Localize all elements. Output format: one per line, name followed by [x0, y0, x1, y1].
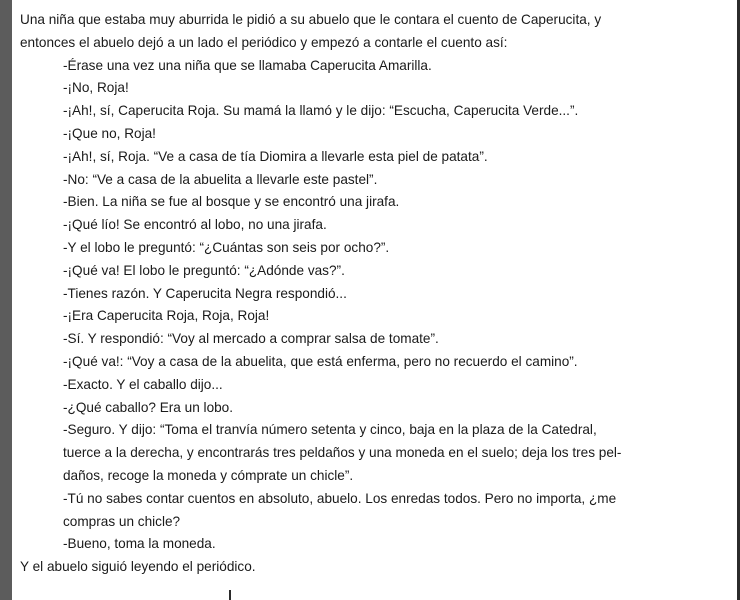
dialogue-line: tuerce a la derecha, y encontrarás tres peldaños y una moneda en el suelo; deja los tres pel-: [63, 445, 622, 461]
dialogue-line: daños, recoge la moneda y cómprate un chicle”.: [63, 467, 354, 483]
dialogue-line: -Bueno, toma la moneda.: [63, 536, 216, 552]
dialogue-line: -¡Ah!, sí, Caperucita Roja. Su mamá la llamó y le dijo: “Escucha, Caperucita Verde...”.: [63, 103, 579, 119]
left-edge-bar: [0, 0, 12, 600]
dialogue-line: -¡No, Roja!: [63, 80, 129, 96]
dialogue-line: -¡Que no, Roja!: [63, 125, 156, 141]
text-line: Una niña que estaba muy aburrida le pidió a su abuelo que le contara el cuento de Caperucita, y: [20, 12, 602, 27]
dialogue-line: -¡Qué va! El lobo le preguntó: “¿Adónde vas?”.: [63, 262, 345, 278]
dialogue-line: -Érase una vez una niña que se llamaba Caperucita Amarilla.: [63, 57, 432, 73]
dialogue-line: -¡Qué lío! Se encontró al lobo, no una jirafa.: [63, 217, 327, 233]
dialogue-line: -Tienes razón. Y Caperucita Negra respondió...: [63, 285, 347, 301]
dialogue-line: -Tú no sabes contar cuentos en absoluto, abuelo. Los enredas todos. Pero no importa, ¿me: [63, 490, 617, 506]
text-line: entonces el abuelo dejó a un lado el periódico y empezó a contarle el cuento así:: [20, 34, 508, 50]
dialogue-line: -Seguro. Y dijo: “Toma el tranvía número setenta y cinco, baja en la plaza de la Catedral,: [63, 422, 597, 438]
story-text: [20, 9, 732, 579]
dialogue-line: -¡Qué va!: “Voy a casa de la abuelita, que está enferma, pero no recuerdo el camino”.: [63, 353, 578, 369]
dialogue-line: -No: “Ve a casa de la abuelita a llevarle este pastel”.: [63, 171, 378, 187]
dialogue-line: -¡Era Caperucita Roja, Roja, Roja!: [63, 308, 270, 324]
dialogue-line: -Y el lobo le preguntó: “¿Cuántas son seis por ocho?”.: [63, 239, 390, 255]
dialogue-line: -Exacto. Y el caballo dijo...: [63, 376, 223, 392]
text-line: Y el abuelo siguió leyendo el periódico.: [20, 559, 256, 575]
dialogue-line: -¡Ah!, sí, Roja. “Ve a casa de tía Diomira a llevarle esta piel de patata”.: [63, 148, 488, 164]
bottom-edge-tick: [229, 590, 231, 600]
dialogue-line: -¿Qué caballo? Era un lobo.: [63, 399, 234, 415]
dialogue-line: -Bien. La niña se fue al bosque y se encontró una jirafa.: [63, 194, 400, 210]
dialogue-line: -Sí. Y respondió: “Voy al mercado a comprar salsa de tomate”.: [63, 331, 439, 347]
dialogue-line: compras un chicle?: [63, 513, 181, 529]
